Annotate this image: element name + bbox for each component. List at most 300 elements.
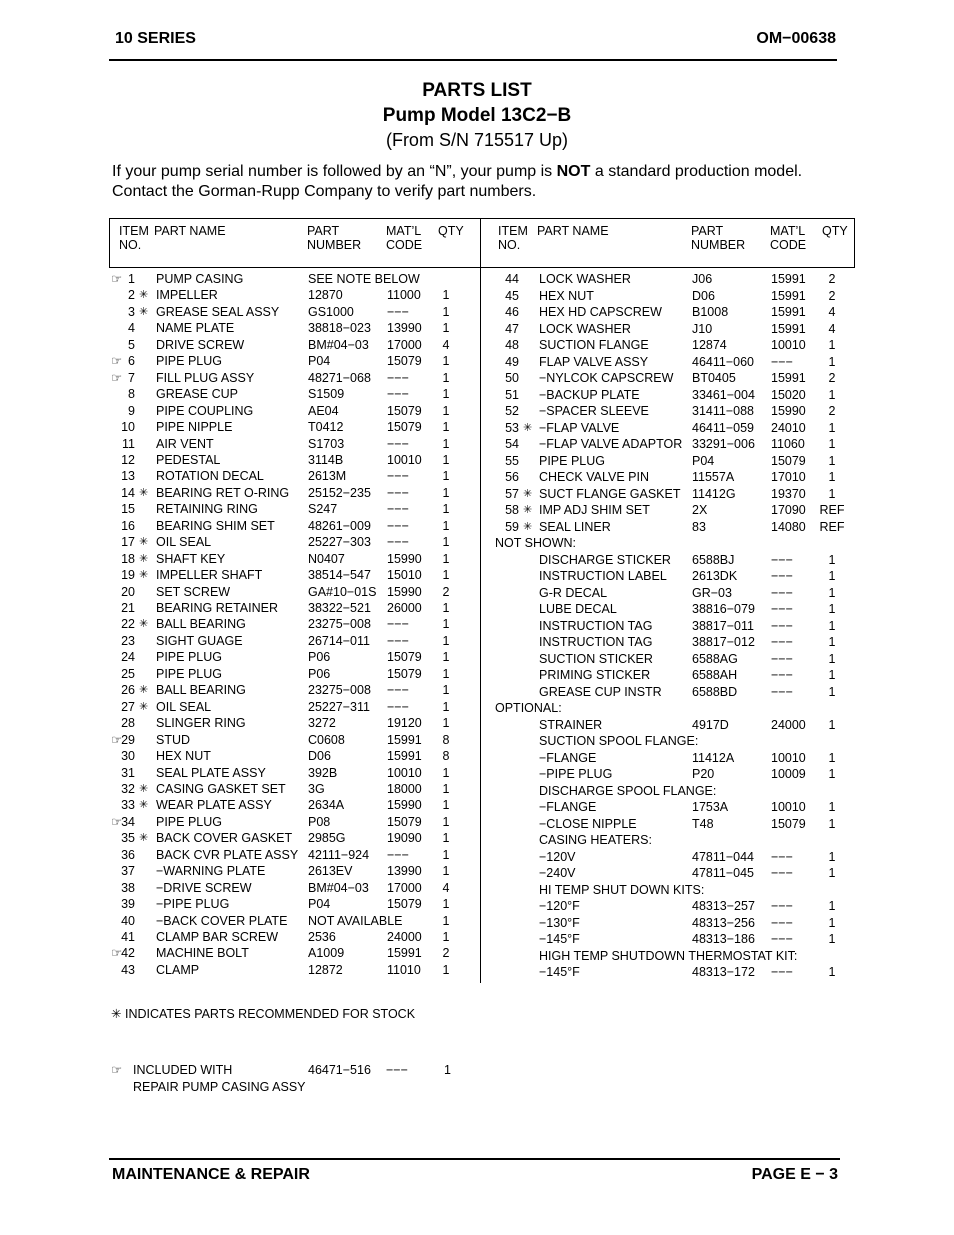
part-number: BM#04−03 bbox=[308, 880, 369, 895]
part-number: 48261−009 bbox=[308, 518, 371, 533]
quantity: 1 bbox=[442, 962, 450, 977]
part-number: S247 bbox=[308, 502, 338, 517]
part-name: CHECK VALVE PIN bbox=[539, 470, 649, 484]
part-name: SIGHT GUAGE bbox=[156, 633, 243, 648]
item-number: 13 bbox=[121, 469, 135, 484]
table-row bbox=[109, 452, 479, 468]
part-name: BALL BEARING bbox=[156, 683, 246, 698]
table-row bbox=[481, 915, 855, 931]
pointing-hand-icon: ☞ bbox=[111, 814, 123, 829]
stock-star-icon: ✳ bbox=[139, 552, 149, 565]
part-name: PIPE COUPLING bbox=[156, 403, 254, 418]
part-number: 392B bbox=[308, 765, 338, 780]
part-name: INSTRUCTION TAG bbox=[539, 635, 653, 649]
material-code: −−− bbox=[771, 354, 793, 369]
material-code: 15991 bbox=[771, 321, 806, 336]
item-number: 20 bbox=[121, 584, 135, 599]
part-number: A1009 bbox=[308, 946, 345, 961]
material-code: 15010 bbox=[387, 568, 422, 583]
material-code: −−− bbox=[387, 683, 409, 698]
table-row bbox=[481, 304, 855, 320]
part-name: PIPE PLUG bbox=[156, 650, 222, 665]
item-number: 42 bbox=[121, 946, 135, 961]
part-number: B1008 bbox=[692, 305, 729, 319]
col-qty-right: QTY bbox=[822, 224, 848, 238]
material-code: 15990 bbox=[387, 798, 422, 813]
item-number: 6 bbox=[128, 354, 135, 369]
part-number: BT0405 bbox=[692, 371, 736, 385]
part-name: BACK COVER GASKET bbox=[156, 831, 293, 846]
material-code: 15079 bbox=[771, 453, 806, 468]
item-number: 25 bbox=[121, 666, 135, 681]
quantity: 1 bbox=[442, 798, 450, 813]
stock-star-icon: ✳ bbox=[139, 832, 149, 845]
item-number: 30 bbox=[121, 749, 135, 764]
pointing-hand-icon: ☞ bbox=[111, 946, 123, 961]
table-row bbox=[109, 830, 479, 846]
part-name: LOCK WASHER bbox=[539, 321, 631, 336]
material-code: 15079 bbox=[771, 816, 806, 831]
pointing-hand-icon: ☞ bbox=[111, 354, 123, 369]
material-code: −−− bbox=[387, 370, 409, 385]
part-name: −130°F bbox=[539, 915, 580, 930]
quantity: 1 bbox=[828, 800, 836, 814]
part-name: MACHINE BOLT bbox=[156, 946, 249, 961]
parts-table bbox=[109, 218, 855, 983]
quantity: REF bbox=[819, 503, 845, 517]
table-row bbox=[109, 518, 479, 534]
intro-after: a standard production model. Contact the Gorman-Rupp Company to verify part numbers. bbox=[112, 163, 803, 200]
quantity: 1 bbox=[442, 913, 450, 928]
part-number: 26714−011 bbox=[308, 633, 370, 648]
item-number: 15 bbox=[121, 502, 135, 517]
table-row bbox=[481, 469, 855, 485]
quantity: 1 bbox=[828, 387, 836, 402]
material-code: −−− bbox=[771, 866, 793, 880]
quantity: 1 bbox=[442, 485, 450, 500]
material-code: −−− bbox=[771, 569, 793, 583]
quantity: 1 bbox=[442, 897, 450, 912]
quantity: 4 bbox=[442, 880, 450, 895]
material-code: −−− bbox=[387, 436, 409, 451]
material-code: −−− bbox=[771, 585, 793, 600]
part-name: −240V bbox=[539, 866, 576, 880]
quantity: 1 bbox=[442, 666, 450, 681]
material-code: 18000 bbox=[387, 781, 422, 796]
quantity: 4 bbox=[828, 321, 836, 336]
item-number: 52 bbox=[505, 404, 519, 418]
part-name: OIL SEAL bbox=[156, 699, 212, 714]
part-number: 33461−004 bbox=[692, 387, 755, 402]
part-number: J06 bbox=[692, 272, 713, 286]
item-number: 41 bbox=[121, 930, 135, 944]
part-name: IMP ADJ SHIM SET bbox=[539, 503, 650, 517]
part-number: 25227−311 bbox=[308, 699, 370, 714]
item-number: 18 bbox=[121, 551, 135, 566]
part-number: 6588AH bbox=[692, 668, 738, 682]
material-code: −−− bbox=[387, 485, 409, 500]
part-name: −120V bbox=[539, 849, 576, 864]
part-number: 1753A bbox=[692, 800, 729, 814]
table-row bbox=[481, 618, 855, 634]
part-number: 38817−012 bbox=[692, 635, 755, 649]
table-row bbox=[481, 271, 855, 287]
material-code: 19120 bbox=[387, 716, 422, 731]
table-row bbox=[481, 684, 855, 700]
material-code: 15991 bbox=[771, 305, 806, 319]
table-row bbox=[109, 814, 479, 830]
part-number: 48313−257 bbox=[692, 899, 755, 913]
part-number: 47811−045 bbox=[692, 866, 754, 880]
part-name: AIR VENT bbox=[156, 436, 214, 451]
material-code: 11000 bbox=[387, 288, 421, 303]
stock-star-icon: ✳ bbox=[139, 618, 149, 631]
table-row bbox=[109, 271, 479, 287]
material-code: 15991 bbox=[771, 371, 806, 385]
item-number: 39 bbox=[121, 897, 135, 912]
serial-range-title: (From S/N 715517 Up) bbox=[385, 130, 569, 150]
part-name: G-R DECAL bbox=[539, 585, 608, 600]
item-number: 40 bbox=[121, 913, 135, 928]
material-code: 15990 bbox=[387, 584, 422, 599]
part-name: LOCK WASHER bbox=[539, 272, 631, 286]
part-name: SHAFT KEY bbox=[156, 551, 226, 566]
part-number: J10 bbox=[692, 321, 713, 336]
quantity: 1 bbox=[828, 437, 836, 451]
quantity: 1 bbox=[442, 502, 450, 517]
item-number: 22 bbox=[121, 617, 135, 632]
part-name: BALL BEARING bbox=[156, 617, 246, 632]
stock-star-icon: ✳ bbox=[523, 421, 533, 434]
quantity: 1 bbox=[828, 849, 836, 864]
quantity: 1 bbox=[442, 930, 450, 944]
part-name: RETAINING RING bbox=[156, 502, 258, 517]
quantity: 1 bbox=[442, 633, 450, 648]
part-name: SET SCREW bbox=[156, 584, 231, 599]
material-code: 10010 bbox=[771, 338, 806, 352]
table-row bbox=[109, 847, 479, 863]
item-number: 8 bbox=[128, 387, 135, 402]
table-row bbox=[481, 849, 855, 865]
material-code: 24000 bbox=[387, 930, 422, 944]
part-number: P20 bbox=[692, 767, 715, 781]
part-number: AE04 bbox=[308, 403, 339, 418]
material-code: 10010 bbox=[387, 452, 422, 467]
included-part-number: 46471−516 bbox=[308, 1063, 371, 1077]
part-name: BEARING RET O-RING bbox=[156, 485, 290, 500]
part-number: 33291−006 bbox=[692, 437, 755, 451]
table-row bbox=[109, 962, 479, 978]
quantity: 1 bbox=[828, 866, 836, 880]
quantity: 1 bbox=[442, 551, 450, 566]
material-code: −−− bbox=[387, 502, 409, 517]
table-top-border bbox=[109, 218, 855, 219]
part-number: 2X bbox=[692, 503, 708, 517]
table-row bbox=[481, 700, 855, 716]
table-row bbox=[109, 386, 479, 402]
material-code: −−− bbox=[771, 635, 793, 649]
material-code: 17010 bbox=[771, 470, 806, 484]
series-label: 10 SERIES bbox=[115, 30, 196, 47]
item-number: 21 bbox=[121, 601, 135, 615]
table-row bbox=[109, 715, 479, 731]
part-number: 11557A bbox=[692, 470, 735, 484]
part-number: 23275−008 bbox=[308, 617, 371, 632]
part-name: SEAL LINER bbox=[539, 519, 611, 534]
part-number: GR−03 bbox=[692, 585, 732, 600]
part-number: 11412A bbox=[692, 750, 735, 765]
quantity: 1 bbox=[442, 847, 450, 862]
quantity: 1 bbox=[828, 338, 836, 352]
quantity: 1 bbox=[828, 684, 836, 699]
part-number: S1509 bbox=[308, 387, 345, 402]
item-number: 28 bbox=[121, 716, 135, 731]
material-code: −−− bbox=[387, 469, 409, 484]
part-name: SUCTION FLANGE bbox=[539, 338, 649, 352]
table-row bbox=[481, 436, 855, 452]
part-name: DRIVE SCREW bbox=[156, 337, 245, 352]
quantity: 1 bbox=[828, 618, 836, 633]
quantity: 1 bbox=[442, 864, 450, 879]
table-row bbox=[109, 534, 479, 550]
item-number: 48 bbox=[505, 338, 519, 352]
material-code: 15079 bbox=[387, 897, 422, 912]
intro-paragraph bbox=[112, 162, 852, 202]
quantity: 1 bbox=[828, 569, 836, 583]
table-row bbox=[109, 370, 479, 386]
table-row bbox=[481, 964, 855, 980]
part-number: 4917D bbox=[692, 717, 729, 732]
col-name-right: PART NAME bbox=[537, 224, 609, 238]
material-code: −−− bbox=[387, 387, 409, 402]
table-row bbox=[481, 420, 855, 436]
part-number: GA#10−01S bbox=[308, 584, 377, 599]
part-name: −SPACER SLEEVE bbox=[539, 404, 649, 418]
quantity: 2 bbox=[828, 288, 836, 303]
included-line1: INCLUDED WITH bbox=[133, 1063, 233, 1077]
material-code: 15991 bbox=[771, 272, 806, 286]
item-number: 9 bbox=[128, 403, 135, 418]
table-row bbox=[109, 337, 479, 353]
quantity: 1 bbox=[828, 899, 836, 913]
table-left-border bbox=[109, 218, 110, 268]
stock-star-icon: ✳ bbox=[139, 536, 149, 549]
col-name-left: PART NAME bbox=[154, 224, 226, 238]
table-row bbox=[109, 913, 479, 929]
item-number: 5 bbox=[128, 337, 135, 352]
table-row bbox=[109, 765, 479, 781]
part-number: BM#04−03 bbox=[308, 337, 369, 352]
table-row bbox=[481, 865, 855, 881]
stock-star-icon: ✳ bbox=[111, 1007, 122, 1021]
included-qty: 1 bbox=[444, 1063, 451, 1077]
part-name: PIPE PLUG bbox=[539, 453, 605, 468]
page-title: PARTS LIST bbox=[422, 80, 532, 101]
material-code: 24000 bbox=[771, 717, 806, 732]
quantity: 1 bbox=[442, 304, 450, 319]
item-number: 37 bbox=[121, 864, 135, 879]
quantity: 1 bbox=[442, 617, 450, 632]
part-name: INSTRUCTION TAG bbox=[539, 618, 653, 633]
quantity: 1 bbox=[828, 552, 836, 567]
running-header bbox=[115, 30, 836, 50]
table-row bbox=[481, 667, 855, 683]
table-row bbox=[481, 552, 855, 568]
part-name: HEX NUT bbox=[539, 288, 594, 303]
material-code: 11060 bbox=[771, 437, 805, 451]
material-code: 10010 bbox=[771, 800, 806, 814]
item-number: 4 bbox=[128, 321, 135, 336]
material-code: 19090 bbox=[387, 831, 422, 846]
item-number: 17 bbox=[121, 535, 135, 550]
part-name: GREASE CUP INSTR bbox=[539, 684, 662, 699]
part-number: 6588AG bbox=[692, 651, 738, 666]
part-name: CASING GASKET SET bbox=[156, 781, 286, 796]
pointing-hand-icon: ☞ bbox=[111, 732, 123, 747]
part-name: GREASE SEAL ASSY bbox=[156, 304, 280, 319]
section-label: MAINTENANCE & REPAIR bbox=[112, 1166, 310, 1183]
material-code: −−− bbox=[387, 633, 409, 648]
part-number: 2985G bbox=[308, 831, 346, 846]
table-row bbox=[481, 634, 855, 650]
quantity: 1 bbox=[828, 750, 836, 765]
quantity: 1 bbox=[828, 816, 836, 831]
included-line2: REPAIR PUMP CASING ASSY bbox=[133, 1080, 306, 1094]
material-code: −−− bbox=[387, 535, 409, 550]
material-code: 15990 bbox=[387, 551, 422, 566]
part-name: NOT SHOWN: bbox=[495, 536, 577, 550]
included-mat-code: −−− bbox=[386, 1063, 408, 1077]
material-code: 17090 bbox=[771, 503, 806, 517]
material-code: 10010 bbox=[387, 765, 422, 780]
part-name: −BACKUP PLATE bbox=[539, 387, 640, 402]
part-name: NAME PLATE bbox=[156, 321, 235, 336]
part-number: NOT AVAILABLE bbox=[308, 913, 403, 928]
table-row bbox=[481, 816, 855, 832]
item-number: 51 bbox=[505, 387, 519, 402]
stock-footnote-text: INDICATES PARTS RECOMMENDED FOR STOCK bbox=[124, 1007, 416, 1021]
quantity: 1 bbox=[828, 717, 836, 732]
material-code: −−− bbox=[771, 602, 793, 616]
part-number: SEE NOTE BELOW bbox=[308, 272, 420, 286]
pointing-hand-icon: ☞ bbox=[111, 370, 123, 385]
stock-star-icon: ✳ bbox=[139, 700, 149, 713]
part-name: SLINGER RING bbox=[156, 716, 246, 731]
table-row bbox=[109, 436, 479, 452]
footer-rule bbox=[109, 1158, 840, 1160]
table-row bbox=[481, 717, 855, 733]
col-mat-right: MAT’L CODE bbox=[770, 224, 807, 252]
part-name: SEAL PLATE ASSY bbox=[156, 765, 266, 780]
part-name: DISCHARGE SPOOL FLANGE: bbox=[539, 783, 717, 798]
part-number: 12870 bbox=[308, 288, 343, 303]
part-number: 48313−256 bbox=[692, 915, 755, 930]
part-number: T0412 bbox=[308, 420, 344, 435]
quantity: 1 bbox=[442, 716, 450, 731]
col-part-left: PART NUMBER bbox=[307, 224, 362, 252]
part-number: P04 bbox=[308, 897, 331, 912]
table-row bbox=[109, 781, 479, 797]
quantity: 1 bbox=[442, 535, 450, 550]
item-number: 23 bbox=[121, 633, 135, 648]
stock-star-icon: ✳ bbox=[523, 504, 533, 516]
quantity: 1 bbox=[828, 354, 836, 369]
item-number: 43 bbox=[121, 962, 135, 977]
item-number: 7 bbox=[128, 370, 135, 385]
stock-star-icon: ✳ bbox=[139, 289, 149, 302]
material-code: −−− bbox=[771, 932, 793, 946]
material-code: 10010 bbox=[771, 750, 806, 765]
table-row bbox=[109, 468, 479, 484]
part-name: PIPE PLUG bbox=[156, 814, 222, 829]
quantity: 1 bbox=[828, 965, 836, 979]
part-name: −145°F bbox=[539, 932, 580, 946]
material-code: −−− bbox=[387, 699, 409, 714]
part-number: 3114B bbox=[308, 452, 344, 467]
part-name: −FLANGE bbox=[539, 750, 597, 765]
quantity: 2 bbox=[442, 946, 450, 961]
quantity: 1 bbox=[442, 436, 450, 451]
part-number: P04 bbox=[308, 354, 331, 369]
pump-model-title: Pump Model 13C2−B bbox=[382, 105, 572, 126]
item-number: 58 bbox=[505, 503, 519, 517]
quantity: 4 bbox=[442, 337, 450, 352]
quantity: 1 bbox=[442, 288, 450, 303]
table-row bbox=[109, 649, 479, 665]
quantity: 4 bbox=[828, 305, 836, 319]
part-name: BEARING RETAINER bbox=[156, 601, 279, 615]
material-code: 15991 bbox=[387, 732, 422, 747]
part-name: PUMP CASING bbox=[156, 272, 244, 286]
table-row bbox=[481, 750, 855, 766]
item-number: 2 bbox=[128, 288, 135, 303]
table-row bbox=[109, 666, 479, 682]
table-row bbox=[109, 633, 479, 649]
part-number: 25152−235 bbox=[308, 485, 371, 500]
material-code: −−− bbox=[771, 849, 793, 864]
table-right-border bbox=[854, 218, 855, 268]
col-item-right: ITEM NO. bbox=[498, 224, 528, 252]
part-name: −DRIVE SCREW bbox=[156, 880, 252, 895]
col-qty-left: QTY bbox=[438, 224, 464, 238]
item-number: 45 bbox=[505, 288, 519, 303]
part-number: 25227−303 bbox=[308, 535, 371, 550]
part-name: IMPELLER bbox=[156, 288, 218, 303]
part-number: 6588BD bbox=[692, 684, 738, 699]
table-row bbox=[109, 287, 479, 303]
item-number: 35 bbox=[121, 831, 135, 846]
material-code: 17000 bbox=[387, 337, 422, 352]
material-code: 14080 bbox=[771, 519, 806, 534]
quantity: 1 bbox=[442, 601, 450, 615]
part-number: 2613DK bbox=[692, 569, 738, 583]
table-row bbox=[481, 370, 855, 386]
item-number: 59 bbox=[505, 519, 519, 534]
part-number: 2613M bbox=[308, 469, 347, 484]
pointing-hand-icon: ☞ bbox=[111, 1063, 123, 1077]
item-number: 34 bbox=[121, 814, 135, 829]
part-number: D06 bbox=[692, 288, 715, 303]
part-number: 42111−924 bbox=[308, 847, 370, 862]
page-number: PAGE E − 3 bbox=[751, 1166, 838, 1183]
quantity: 2 bbox=[828, 404, 836, 418]
table-row bbox=[109, 584, 479, 600]
item-number: 19 bbox=[121, 568, 135, 583]
table-row bbox=[481, 783, 855, 799]
table-row bbox=[481, 733, 855, 749]
part-name: CLAMP BAR SCREW bbox=[156, 930, 279, 944]
table-row bbox=[109, 732, 479, 748]
